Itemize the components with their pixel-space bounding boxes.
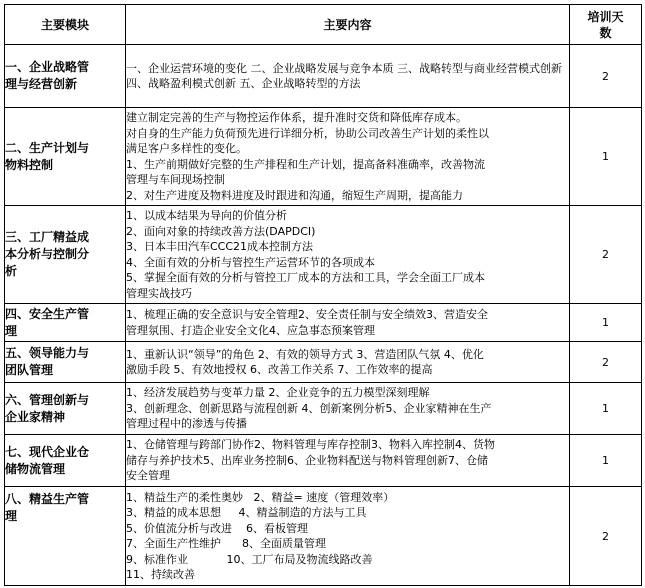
days-cell: 2 xyxy=(570,45,642,108)
module-cell xyxy=(5,304,126,342)
module-line: 八、精益生产管 xyxy=(5,492,90,506)
content-cell xyxy=(126,342,570,383)
content-line: 1、仓储管理与跨部门协作2、物料管理与库存控制3、物料入库控制4、货物 xyxy=(126,438,495,452)
module-line: 理 xyxy=(5,323,18,338)
content-cell xyxy=(126,304,570,342)
module-cell xyxy=(5,487,126,586)
module-line: 六、管理创新与 xyxy=(5,392,90,407)
content-line: 4、全面有效的分析与管控生产运营环节的各项成本 xyxy=(126,255,375,269)
module-line: 一、企业战略管 xyxy=(5,60,90,74)
days-cell: 1 xyxy=(570,383,642,435)
content-line: 管理实战技巧 xyxy=(126,286,192,300)
module-line: 析 xyxy=(5,264,18,278)
content-line: 1、梳理正确的安全意识与安全管理2、安全责任制与安全绩效3、营造安全 xyxy=(126,308,488,321)
table-row xyxy=(5,383,642,435)
module-cell xyxy=(5,342,126,383)
table-row xyxy=(5,206,642,304)
content-cell xyxy=(126,108,570,206)
content-line: 2、对生产进度及物料进度及时跟进和沟通，缩短生产周期，提高能力 xyxy=(126,188,463,202)
header-row xyxy=(5,5,642,45)
content-line: 管理与车间现场控制 xyxy=(126,173,225,186)
days-cell: 2 xyxy=(570,487,642,586)
days-cell: 1 xyxy=(570,435,642,487)
table-row xyxy=(5,108,642,206)
module-line: 储物流管理 xyxy=(5,461,66,476)
table-row xyxy=(5,487,642,586)
content-line: 11、持续改善 xyxy=(126,568,195,581)
table-row xyxy=(5,342,642,383)
table-row xyxy=(5,304,642,342)
content-line: 9、标准作业 10、工厂布局及物流线路改善 xyxy=(126,552,373,566)
content-line: 储存与养护技术5、出库业务控制6、企业物料配送与物料管理创新7、仓储 xyxy=(126,453,488,467)
content-line: 激励手段 5、有效地授权 6、改善工作关系 7、工作效率的提高 xyxy=(126,363,433,376)
content-line: 1、精益生产的柔性奥妙 2、精益= 速度（管理效率） xyxy=(126,490,395,504)
content-line: 1、重新认识“领导”的角色 2、有效的领导方式 3、营造团队气氛 4、优化 xyxy=(126,347,484,361)
content-line: 管理氛围、打造企业安全文化4、应急事态预案管理 xyxy=(126,323,375,337)
training-table xyxy=(4,4,642,586)
content-line: 3、日本丰田汽车CCC21成本控制方法 xyxy=(126,240,314,253)
content-line: 1、生产前期做好完整的生产排程和生产计划，提高备料准确率，改善物流 xyxy=(126,157,485,171)
content-line: 3、精益的成本思想 4、精益制造的方法与工具 xyxy=(126,506,367,519)
table-row xyxy=(5,435,642,487)
content-cell xyxy=(126,45,570,108)
module-line: 企业家精神 xyxy=(5,409,66,424)
content-line: 满足客户多样性的变化。 xyxy=(126,142,247,155)
module-line: 物料控制 xyxy=(5,157,54,172)
module-cell xyxy=(5,108,126,206)
header-days xyxy=(570,5,642,45)
module-line: 本分析与控制分 xyxy=(5,247,90,261)
content-line: 3、创新理念、创新思路与流程创新 4、创新案例分析5、企业家精神在生产 xyxy=(126,401,492,415)
module-cell xyxy=(5,435,126,487)
module-line: 理 xyxy=(5,509,18,523)
header-days-line2: 数 xyxy=(599,25,612,40)
content-cell xyxy=(126,383,570,435)
content-line: 1、经济发展趋势与变革力量 2、企业竞争的五力模型深刻理解 xyxy=(126,386,430,400)
content-cell xyxy=(126,487,570,586)
content-line: 5、掌握全面有效的分析与管控工厂成本的方法和工具，学会全面工厂成本 xyxy=(126,271,485,284)
header-content: 主要内容 xyxy=(126,5,570,45)
content-line: 安全管理 xyxy=(126,469,170,483)
module-cell xyxy=(5,206,126,304)
days-cell: 1 xyxy=(570,304,642,342)
module-line: 二、生产计划与 xyxy=(5,140,90,155)
header-days-line1: 培训天 xyxy=(587,9,624,24)
days-cell: 1 xyxy=(570,108,642,206)
module-line: 七、现代企业仓 xyxy=(5,444,90,459)
module-cell xyxy=(5,45,126,108)
content-line: 1、以成本结果为导向的价值分析 xyxy=(126,209,287,222)
module-cell xyxy=(5,383,126,435)
content-para: 一、企业运营环境的变化 二、企业战略发展与竞争本质 三、战略转型与商业经营模式创新 四、战略盈利模式创新 五、企业战略转型的方法 xyxy=(126,61,562,90)
content-line: 5、价值流分析与改进 6、看板管理 xyxy=(126,521,308,535)
content-line: 管理过程中的渗透与传播 xyxy=(126,417,247,431)
module-line: 三、工厂精益成 xyxy=(5,230,90,244)
module-line: 五、领导能力与 xyxy=(5,346,90,360)
content-line: 对自身的生产能力负荷预先进行详细分析，协助公司改善生产计划的柔性以 xyxy=(126,126,489,140)
table-row xyxy=(5,45,642,108)
content-cell xyxy=(126,206,570,304)
content-line: 建立制定完善的生产与物控运作体系，提升准时交货和降低库存成本。 xyxy=(126,111,467,124)
header-module: 主要模块 xyxy=(5,5,126,45)
module-line: 理与经营创新 xyxy=(5,77,78,91)
content-cell xyxy=(126,435,570,487)
days-cell: 2 xyxy=(570,206,642,304)
days-cell: 2 xyxy=(570,342,642,383)
module-line: 团队管理 xyxy=(5,363,54,377)
module-line: 四、安全生产管 xyxy=(5,306,90,321)
content-line: 2、面向对象的持续改善方法(DAPDCI) xyxy=(126,224,316,238)
content-line: 7、全面生产性维护 8、全面质量管理 xyxy=(126,537,326,550)
